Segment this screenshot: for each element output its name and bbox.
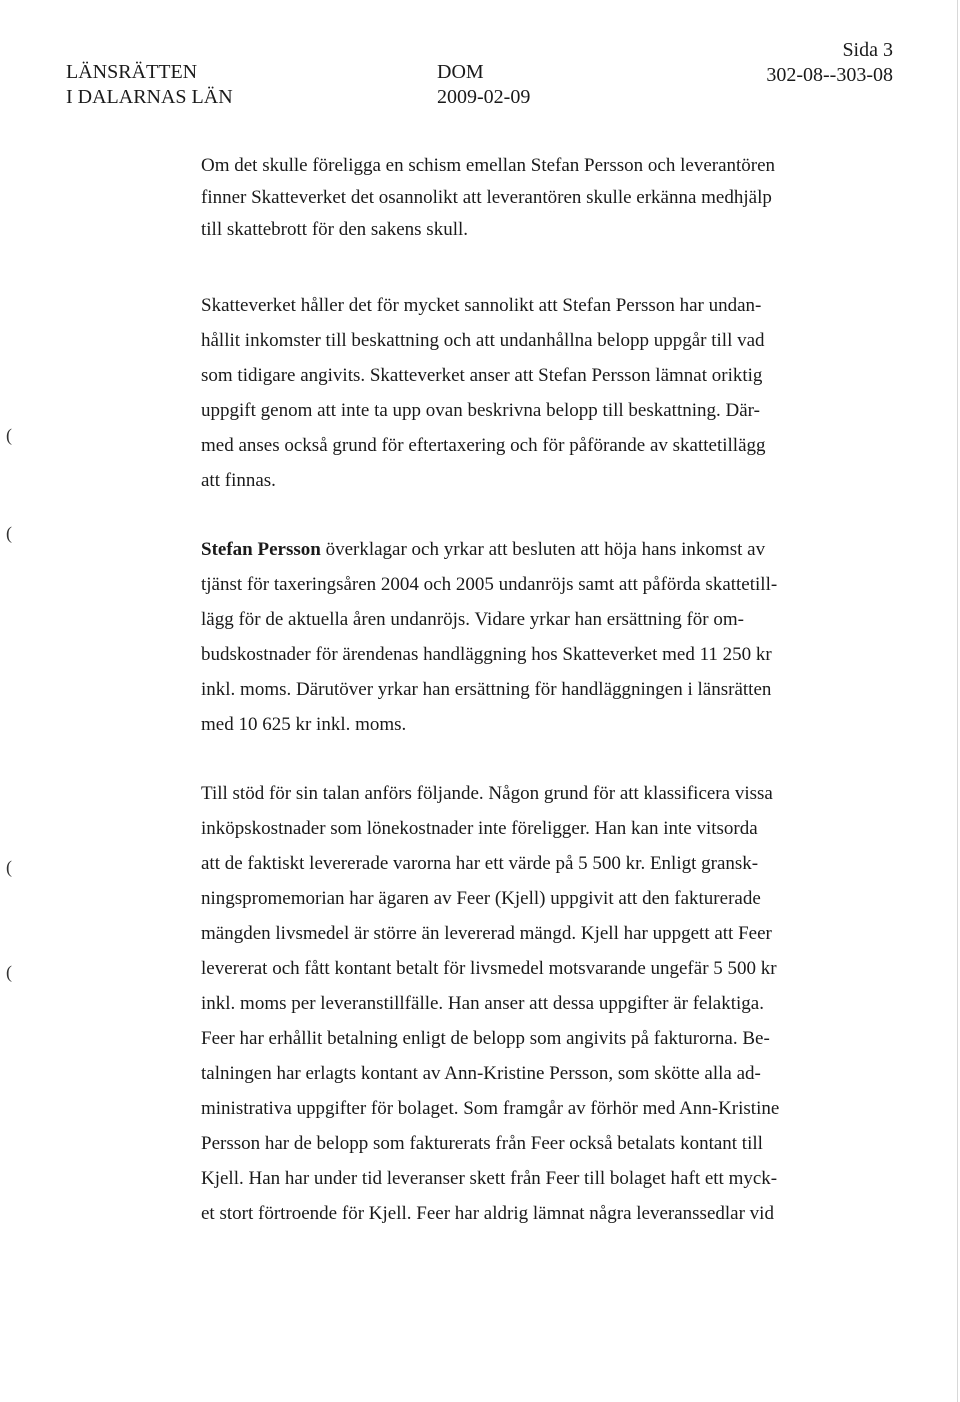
case-number: 302-08--303-08 [766, 64, 893, 86]
text-line: inkl. moms. Därutöver yrkar han ersättning för handläggningen i länsrätten [201, 679, 772, 700]
margin-mark: ( [6, 425, 12, 445]
paragraph-3 [201, 532, 777, 742]
text-line: som tidigare angivits. Skatteverket anser att Stefan Persson lämnat oriktig [201, 365, 763, 386]
page-edge-line [957, 0, 958, 1402]
text-line: med 10 625 kr inkl. moms. [201, 714, 407, 735]
text-line: Kjell. Han har under tid leveranser skett från Feer till bolaget haft ett myck- [201, 1168, 778, 1189]
document-date: 2009-02-09 [437, 86, 531, 108]
margin-mark: ( [6, 857, 12, 877]
paragraph-1 [201, 150, 775, 246]
text-line: et stort förtroende för Kjell. Feer har aldrig lämnat några leveranssedlar vid [201, 1203, 774, 1224]
text-line: inkl. moms per leveranstillfälle. Han anser att dessa uppgifter är felaktiga. [201, 993, 764, 1014]
party-name: Stefan Persson [201, 539, 321, 560]
document-type-block [437, 60, 530, 110]
court-name-line1: LÄNSRÄTTEN [66, 61, 198, 83]
text-line: att de faktiskt levererade varorna har ett värde på 5 500 kr. Enligt gransk- [201, 853, 759, 874]
paragraph-4 [201, 776, 779, 1231]
text-line: tjänst för taxeringsåren 2004 och 2005 undanröjs samt att påförda skattetill- [201, 574, 778, 595]
document-type: DOM [437, 61, 484, 83]
document-header [0, 39, 960, 118]
text-line: med anses också grund för eftertaxering och för påförande av skattetillägg [201, 435, 766, 456]
text-line: att finnas. [201, 470, 276, 491]
text-line: inköpskostnader som lönekostnader inte föreligger. Han kan inte vitsorda [201, 818, 758, 839]
margin-mark: ( [6, 962, 12, 982]
text-line: Skatteverket håller det för mycket sannolikt att Stefan Persson har undan- [201, 295, 762, 316]
text-line: hållit inkomster till beskattning och att undanhållna belopp uppgår till vad [201, 330, 765, 351]
court-name [66, 60, 233, 110]
text-line: ningspromemorian har ägaren av Feer (Kjell) uppgivit att den fakturerade [201, 888, 761, 909]
text-line: talningen har erlagts kontant av Ann-Kristine Persson, som skötte alla ad- [201, 1063, 761, 1084]
text-line: lägg för de aktuella åren undanröjs. Vidare yrkar han ersättning för om- [201, 609, 744, 630]
page-info [766, 38, 893, 88]
text-line: uppgift genom att inte ta upp ovan beskrivna belopp till beskattning. Där- [201, 400, 760, 421]
text-line: Persson har de belopp som fakturerats från Feer också betalats kontant till [201, 1133, 763, 1154]
text-line: finner Skatteverket det osannolikt att leverantören skulle erkänna medhjälp [201, 187, 772, 208]
text-line: budskostnader för ärendenas handläggning hos Skatteverket med 11 250 kr [201, 644, 772, 665]
text-line: Om det skulle föreligga en schism emellan Stefan Persson och leverantören [201, 155, 776, 176]
text-line: till skattebrott för den sakens skull. [201, 219, 469, 240]
text-line: Feer har erhållit betalning enligt de belopp som angivits på fakturorna. Be- [201, 1028, 770, 1049]
court-name-line2: I DALARNAS LÄN [66, 86, 233, 108]
page-number: Sida 3 [842, 39, 893, 61]
text-line: Till stöd för sin talan anförs följande. Någon grund för att klassificera vissa [201, 783, 773, 804]
text-line: ministrativa uppgifter för bolaget. Som framgår av förhör med Ann-Kristine [201, 1098, 780, 1119]
text-line [201, 532, 777, 567]
text-run: överklagar och yrkar att besluten att höja hans inkomst av [320, 539, 766, 560]
text-line: mängden livsmedel är större än levererad mängd. Kjell har uppgett att Feer [201, 923, 772, 944]
paragraph-2 [201, 288, 766, 498]
text-line: levererat och fått kontant betalt för livsmedel motsvarande ungefär 5 500 kr [201, 958, 777, 979]
margin-mark: ( [6, 523, 12, 543]
